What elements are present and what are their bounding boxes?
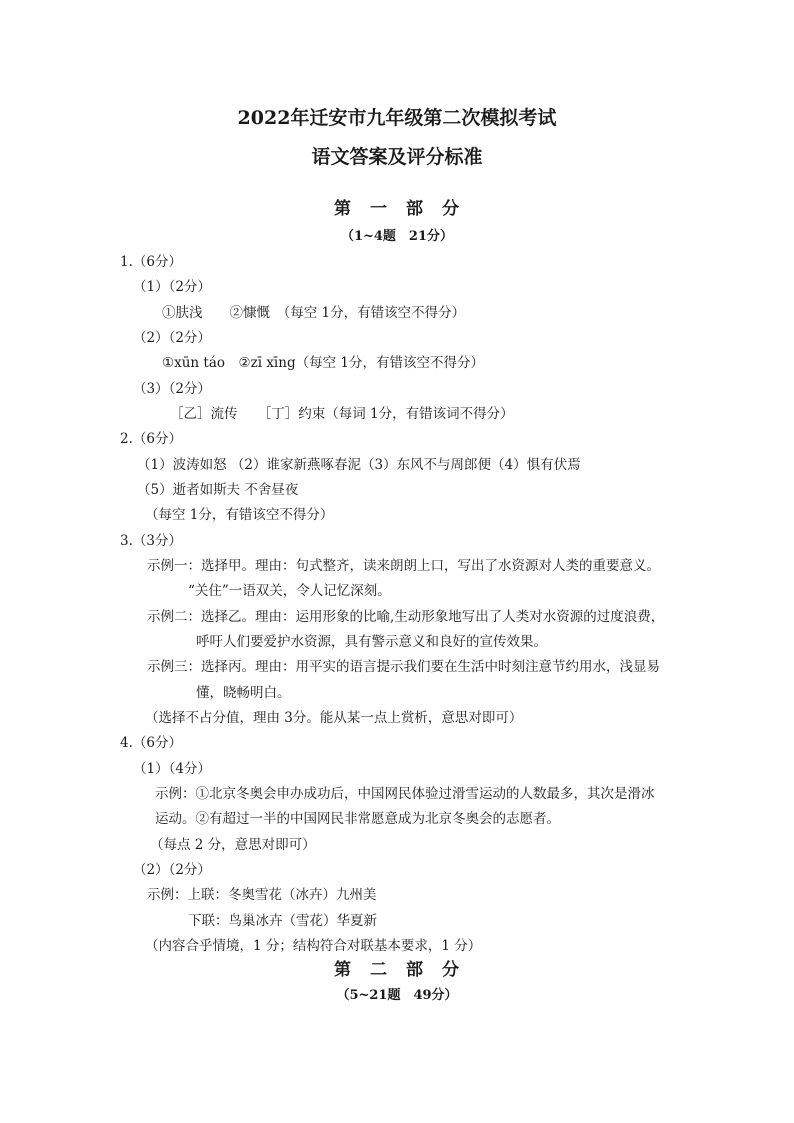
q1-sub1-heading: （1）（2分） [133,279,211,295]
q1-sub1-answer: ①肤浅 ②慷慨 （每空 1分，有错该空不得分） [162,305,466,321]
q3-example-3-line-2: 懂，晓畅明白。 [196,685,291,701]
part-one-range: （1~4题 21分） [340,229,454,244]
q3-example-2-line-1: 示例二：选择乙。理由：运用形象的比喻,生动形象地写出了人类对水资源的过度浪费， [147,609,665,625]
q4-sub1-heading: （1）（4分） [133,761,211,777]
q1-sub3-heading: （3）（2分） [133,381,211,397]
q1-heading: 1.（6分） [120,254,182,270]
q2-scoring-note: （每空 1分，有错该空不得分） [145,507,334,523]
q1-sub2-heading: （2）（2分） [133,330,211,346]
part-two-range: （5~21题 49分） [336,988,458,1003]
part-two-heading: 第 二 部 分 [334,960,460,980]
document-title: 2022年迁安市九年级第二次模拟考试 [237,107,557,129]
q1-sub2-answer: ①xūn táo ②zī xīng（每空 1分，有错该空不得分） [162,355,484,371]
q2-heading: 2.（6分） [120,431,182,447]
q4-sub2-line-2: 下联：鸟巢冰卉（雪花）华夏新 [188,913,377,929]
q3-example-1-line-1: 示例一：选择甲。理由：句式整齐，读来朗朗上口，写出了水资源对人类的重要意义。 [147,558,660,574]
q3-scoring-note: （选择不占分值，理由 3分。能从某一点上赏析，意思对即可） [145,710,523,726]
part-one-heading: 第 一 部 分 [334,199,460,219]
q3-example-3-line-1: 示例三：选择丙。理由：用平实的语言提示我们要在生活中时刻注意节约用水，浅显易 [147,659,660,675]
q4-sub2-heading: （2）（2分） [133,862,211,878]
q4-sub1-scoring-note: （每点 2 分，意思对即可） [150,837,316,853]
q4-heading: 4.（6分） [120,735,182,751]
q3-heading: 3.（3分） [120,533,182,549]
q1-sub3-answer: ［乙］流传 ［丁］约束（每词 1分，有错该词不得分） [170,406,514,422]
q4-sub1-line-1: 示例：①北京冬奥会申办成功后，中国网民体验过滑雪运动的人数最多，其次是滑冰 [155,786,655,802]
q4-sub1-line-2: 运动。②有超过一半的中国网民非常愿意成为北京冬奥会的志愿者。 [155,811,560,827]
q4-sub2-scoring-note: （内容合乎情境，1 分；结构符合对联基本要求，1 分） [145,938,482,954]
q2-answer-line-2: （5）逝者如斯夫 不舍昼夜 [137,482,299,498]
q4-sub2-line-1: 示例：上联：冬奥雪花（冰卉）九州美 [147,887,377,903]
q2-answer-line-1: （1）波涛如怒 （2）谁家新燕啄春泥（3）东风不与周郎便（4）惧有伏焉 [137,457,581,473]
q3-example-1-line-2: “关住”一语双关，令人记忆深刻。 [188,583,391,599]
q3-example-2-line-2: 呼吁人们要爱护水资源，具有警示意义和良好的宣传效果。 [196,634,547,650]
document-subtitle: 语文答案及评分标准 [311,146,483,168]
